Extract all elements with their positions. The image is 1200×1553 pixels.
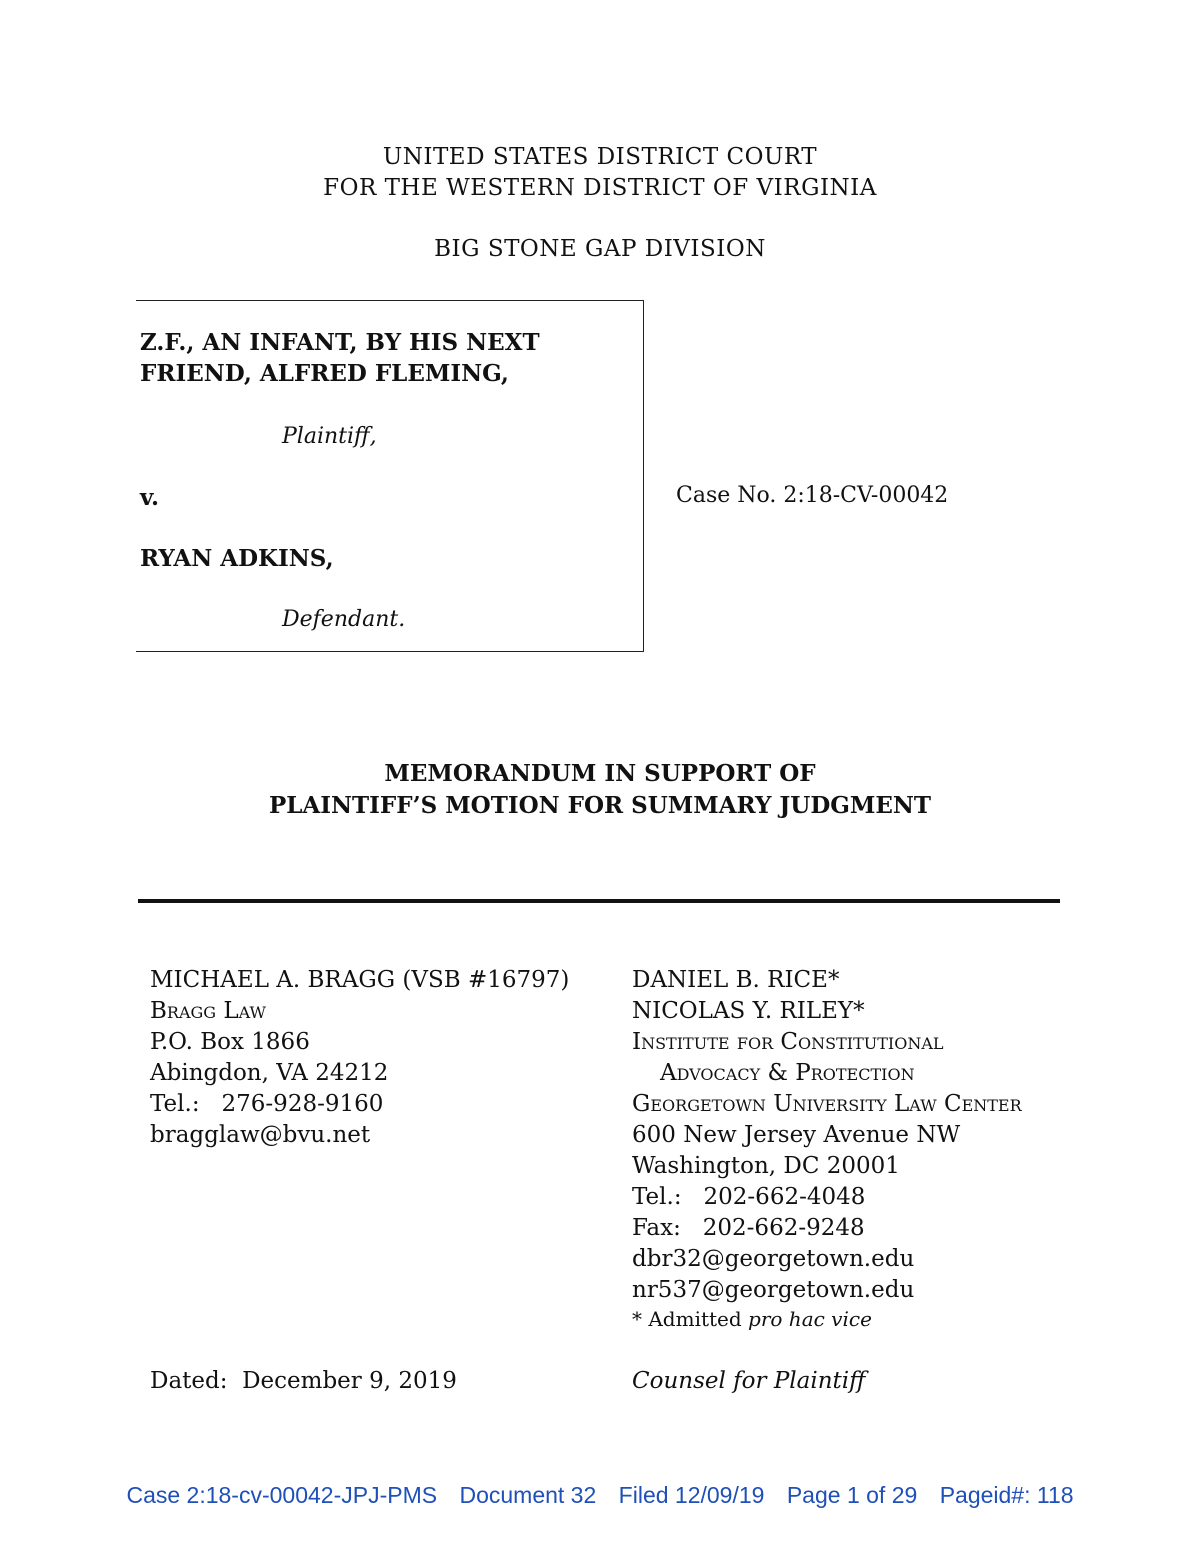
- plaintiff-name: [140, 327, 540, 389]
- dated-line: Dated: December 9, 2019: [150, 1368, 457, 1394]
- attorney-name: MICHAEL A. BRAGG (VSB #16797): [150, 967, 570, 993]
- court-division: BIG STONE GAP DIVISION: [434, 236, 766, 262]
- email: bragglaw@bvu.net: [150, 1122, 371, 1148]
- telephone: Tel.: 202-662-4048: [632, 1184, 866, 1210]
- versus: v.: [140, 484, 160, 511]
- filing-stamp: [0, 1482, 1200, 1509]
- court-district: FOR THE WESTERN DISTRICT OF VIRGINIA: [323, 175, 877, 201]
- email-2: nr537@georgetown.edu: [632, 1277, 915, 1303]
- counsel-right: [632, 965, 1022, 1332]
- court-heading: [0, 142, 1200, 204]
- document-title: [0, 758, 1200, 822]
- plaintiff-line-2: FRIEND, ALFRED FLEMING,: [140, 360, 509, 387]
- defendant-role: Defendant.: [282, 607, 406, 632]
- address-line-2: Abingdon, VA 24212: [150, 1060, 389, 1086]
- admission-italic: pro hac vice: [748, 1307, 872, 1331]
- organization-line-2: Advocacy & Protection: [660, 1060, 915, 1086]
- footer-filed: Filed 12/09/19: [618, 1482, 765, 1508]
- attorney-name-1: DANIEL B. RICE*: [632, 967, 840, 993]
- plaintiff-role: Plaintiff,: [282, 424, 377, 449]
- telephone: Tel.: 276-928-9160: [150, 1091, 384, 1117]
- document-title-line-1: MEMORANDUM IN SUPPORT OF: [384, 760, 816, 787]
- case-number: Case No. 2:18-CV-00042: [676, 483, 949, 508]
- defendant-name: RYAN ADKINS,: [140, 545, 334, 572]
- document-title-line-2: PLAINTIFF’S MOTION FOR SUMMARY JUDGMENT: [268, 792, 932, 819]
- footer-case: Case 2:18-cv-00042-JPJ-PMS: [126, 1482, 438, 1508]
- footer-pageid: Pageid#: 118: [939, 1482, 1074, 1508]
- email-1: dbr32@georgetown.edu: [632, 1246, 915, 1272]
- counsel-for-line: Counsel for Plaintiff: [632, 1368, 866, 1394]
- plaintiff-line-1: Z.F., AN INFANT, BY HIS NEXT: [140, 329, 540, 356]
- court-name: UNITED STATES DISTRICT COURT: [382, 144, 818, 170]
- attorney-name-2: NICOLAS Y. RILEY*: [632, 998, 865, 1024]
- address-line-1: P.O. Box 1866: [150, 1029, 310, 1055]
- firm-name: Bragg Law: [150, 998, 267, 1024]
- footer-page: Page 1 of 29: [786, 1482, 918, 1508]
- address-line-1: 600 New Jersey Avenue NW: [632, 1122, 961, 1148]
- organization-line-3: Georgetown University Law Center: [632, 1091, 1022, 1117]
- admission-note: [632, 1306, 1022, 1332]
- organization-line-1: Institute for Constitutional: [632, 1029, 944, 1055]
- address-line-2: Washington, DC 20001: [632, 1153, 900, 1179]
- admission-prefix: * Admitted: [632, 1307, 749, 1331]
- footer-document: Document 32: [459, 1482, 597, 1508]
- fax: Fax: 202-662-9248: [632, 1215, 865, 1241]
- counsel-left: [150, 965, 569, 1151]
- divider-rule: [138, 899, 1060, 903]
